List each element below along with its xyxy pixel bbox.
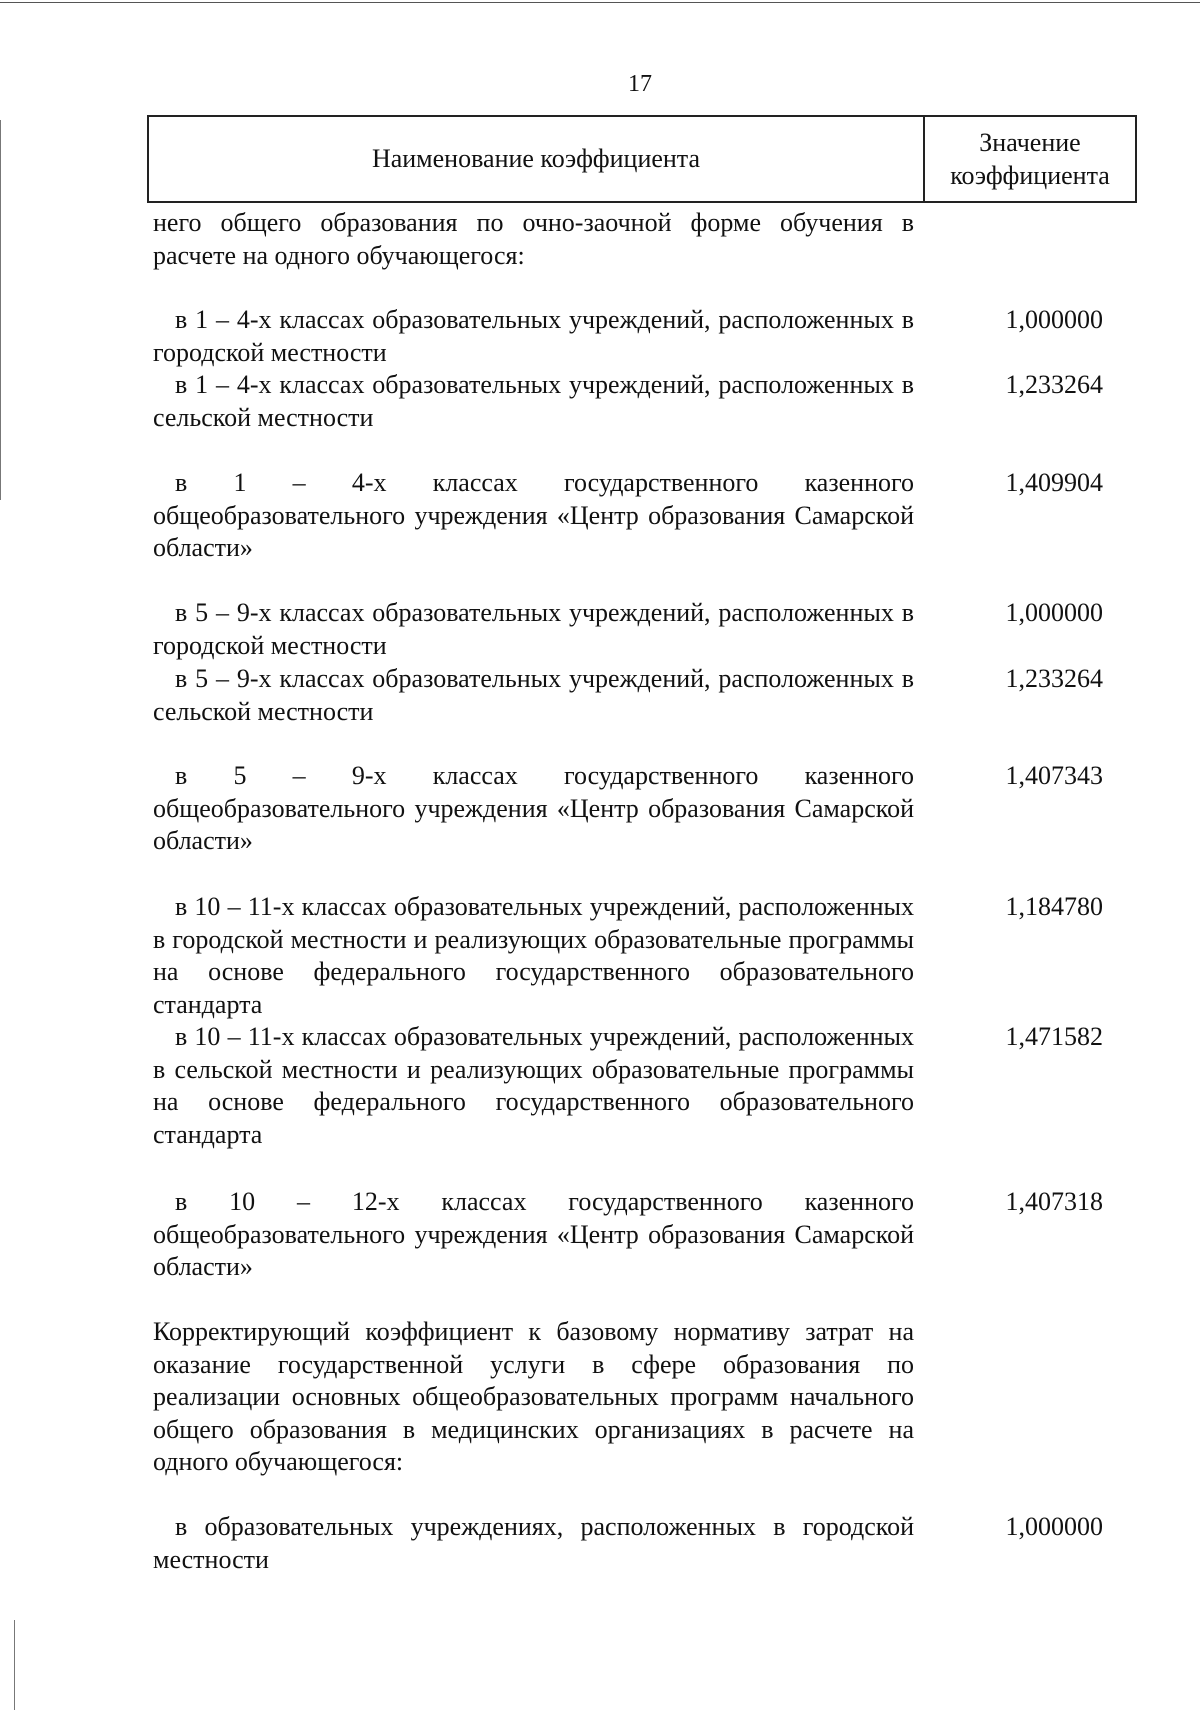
row-text: в 5 – 9-х классах образовательных учреждений, расположенных в городской местности xyxy=(153,598,914,660)
row-text: в 1 – 4-х классах государственного казенного общеобразовательного учреждения «Центр образования Самарской области» xyxy=(153,468,914,562)
row-text: в 10 – 11-х классах образовательных учреждений, расположенных в сельской местности и реализующих образовательные программы на основе федерального государственного образовательного стандарта xyxy=(153,1022,914,1149)
table-row xyxy=(153,369,1103,434)
table-row xyxy=(153,1186,1103,1284)
page-number: 17 xyxy=(628,71,652,97)
table-row xyxy=(153,760,1103,858)
table-header xyxy=(147,115,1137,203)
row-text: в 5 – 9-х классах государственного казенного общеобразовательного учреждения «Центр образования Самарской области» xyxy=(153,761,914,855)
table-row xyxy=(153,663,1103,728)
row-text: в 10 – 11-х классах образовательных учреждений, расположенных в городской местности и реализующих образовательные программы на основе федерального государственного образовательного стандарта xyxy=(153,892,914,1019)
row-value: 1,000000 xyxy=(1005,1512,1103,1541)
table-row xyxy=(153,1316,1103,1479)
row-text: в 1 – 4-х классах образовательных учреждений, расположенных в городской местности xyxy=(153,305,914,367)
row-text: в 1 – 4-х классах образовательных учреждений, расположенных в сельской местности xyxy=(153,370,914,432)
row-value: 1,184780 xyxy=(1005,892,1103,921)
row-value: 1,233264 xyxy=(1005,664,1103,693)
header-value-line2: коэффициента xyxy=(950,161,1110,190)
row-value xyxy=(914,207,1103,272)
top-border-line xyxy=(0,2,1200,3)
row-text: в 5 – 9-х классах образовательных учреждений, расположенных в сельской местности xyxy=(153,664,914,726)
row-value: 1,471582 xyxy=(1005,1022,1103,1051)
row-text: Корректирующий коэффициент к базовому нормативу затрат на оказание государственной услуги в сфере образования по реализации основных общеобразовательных программ начального общего образования в медицинских организациях в расчете на одного обучающегося: xyxy=(153,1317,914,1476)
row-text: него общего образования по очно-заочной форме обучения в расчете на одного обучающегося: xyxy=(153,208,914,270)
table-row xyxy=(153,891,1103,1021)
row-value xyxy=(914,1316,1103,1479)
row-value: 1,409904 xyxy=(1005,468,1103,497)
header-value-column xyxy=(925,117,1135,201)
left-scan-edge-bottom xyxy=(14,1620,15,1710)
table-row xyxy=(153,1021,1103,1151)
row-text: в 10 – 12-х классах государственного казенного общеобразовательного учреждения «Центр образования Самарской области» xyxy=(153,1187,914,1281)
table-row xyxy=(153,207,1103,272)
table-row xyxy=(153,467,1103,565)
table-row xyxy=(153,597,1103,662)
table-row xyxy=(153,304,1103,369)
table-row xyxy=(153,1511,1103,1576)
row-value: 1,407343 xyxy=(1005,761,1103,790)
row-value: 1,000000 xyxy=(1005,305,1103,334)
header-value-line1: Значение xyxy=(979,128,1081,157)
row-value: 1,000000 xyxy=(1005,598,1103,627)
header-name-column: Наименование коэффициента xyxy=(149,117,925,201)
row-text: в образовательных учреждениях, расположенных в городской местности xyxy=(153,1512,914,1574)
row-value: 1,233264 xyxy=(1005,370,1103,399)
left-scan-edge xyxy=(0,120,1,500)
row-value: 1,407318 xyxy=(1005,1187,1103,1216)
